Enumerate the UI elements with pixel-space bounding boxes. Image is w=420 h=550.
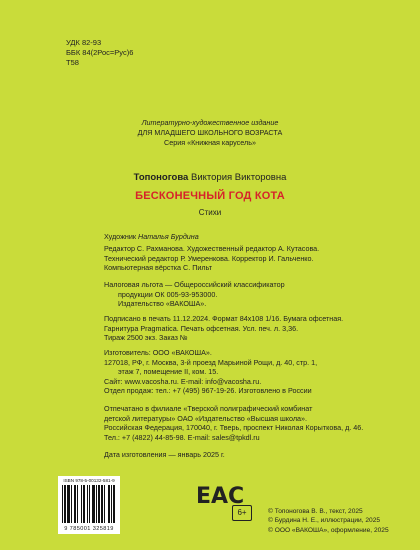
edition-type: Литературно-художественное издание xyxy=(141,118,279,127)
author-mark: Т58 xyxy=(66,58,79,67)
age-audience: ДЛЯ МЛАДШЕГО ШКОЛЬНОГО ВОЗРАСТА xyxy=(137,128,283,137)
print-line-1: Подписано в печать 11.12.2024. Формат 84х108 1/16. Бумага офсетная. xyxy=(104,314,344,323)
copyright-block xyxy=(268,507,389,535)
barcode-bar xyxy=(83,485,85,523)
barcode-bars xyxy=(62,485,116,523)
maker-line-5: Отдел продаж: тел.: +7 (495) 967-19-26. Изготовлено в России xyxy=(104,386,312,396)
isbn-number: 9 785001 325819 xyxy=(64,526,114,532)
printer-line-4: Тел.: +7 (4822) 44-85-98. E-mail: sales@tpkdl.ru xyxy=(104,432,260,442)
barcode-bar xyxy=(62,485,63,523)
barcode-bar xyxy=(67,485,70,523)
tax-line-2: продукции ОК 005-93-953000. xyxy=(118,289,218,299)
printer-line-2: детской литературы» ОАО «Издательство «Высшая школа». xyxy=(104,413,308,423)
isbn-barcode xyxy=(58,476,120,534)
barcode-bar xyxy=(74,485,76,523)
barcode-bar xyxy=(96,485,97,523)
copyright-line-1: © Топоногова В. В., текст, 2025 xyxy=(268,508,363,515)
printer-line-3: Российская Федерация, 170040, г. Тверь, проспект Николая Корыткова, д. 46. xyxy=(104,423,364,433)
print-line-3: Тираж 2500 экз. Заказ № xyxy=(104,333,188,343)
copyright-line-3: © ООО «ВАКОША», оформление, 2025 xyxy=(268,526,389,534)
eac-mark: EAC xyxy=(196,484,245,509)
production-date: Дата изготовления — январь 2025 г. xyxy=(104,450,225,459)
barcode-bar xyxy=(64,485,66,523)
barcode-bar xyxy=(98,485,100,523)
maker-block xyxy=(104,348,317,396)
barcode-bar xyxy=(71,485,72,523)
barcode-bar xyxy=(111,485,112,523)
illustrator-name: Наталья Бурдина xyxy=(138,232,199,241)
genre: Стихи xyxy=(198,208,222,217)
print-line-2: Гарнитура Pragmatica. Печать офсетная. Усл. печ. л. 3,36. xyxy=(104,323,299,333)
bbk-code: ББК 84(2Рос=Рус)6 xyxy=(66,48,134,57)
maker-line-4: Сайт: www.vacosha.ru. E-mail: info@vacosha.ru. xyxy=(104,376,262,386)
author-surname: Топоногова xyxy=(133,172,189,183)
age-rating-badge: 6+ xyxy=(232,505,252,521)
illustrator-line xyxy=(104,232,199,242)
print-block xyxy=(104,314,343,343)
udk-code: УДК 82-93 xyxy=(66,38,102,47)
tax-line-1: Налоговая льгота — Общероссийский классификатор xyxy=(104,280,285,289)
barcode-bar xyxy=(113,485,115,523)
author-line xyxy=(0,172,420,183)
barcode-bar xyxy=(77,485,78,523)
series-name: Серия «Книжная карусель» xyxy=(164,138,256,147)
book-title: БЕСКОНЕЧНЫЙ ГОД КОТА xyxy=(135,190,285,202)
barcode-bar xyxy=(81,485,82,523)
barcode-bar xyxy=(89,485,90,523)
barcode-bar xyxy=(101,485,103,523)
tax-block xyxy=(104,280,285,309)
maker-line-3: этаж 7, помещение II, ком. 15. xyxy=(118,367,219,377)
barcode-bar xyxy=(108,485,110,523)
barcode-bar xyxy=(92,485,95,523)
printer-block xyxy=(104,404,363,442)
udk-block xyxy=(66,38,133,68)
credits-block xyxy=(104,232,199,242)
staff-block xyxy=(104,244,319,273)
illustrator-label: Художник xyxy=(104,232,137,241)
printer-line-1: Отпечатано в филиале «Тверской полиграфический комбинат xyxy=(104,404,313,413)
barcode-bar xyxy=(104,485,105,523)
tech-editor-line: Технический редактор Р. Умеренкова. Корректор И. Гальченко. xyxy=(104,253,314,263)
layout-line: Компьютерная вёрстка С. Пильт xyxy=(104,263,213,273)
editors-line: Редактор С. Рахманова. Художественный редактор А. Кутасова. xyxy=(104,244,320,253)
maker-line-2: 127018, РФ, г. Москва, 3-й проезд Марьиной Рощи, д. 40, стр. 1, xyxy=(104,357,318,367)
barcode-bar xyxy=(87,485,88,523)
author-name: Виктория Викторовна xyxy=(190,172,287,183)
copyright-line-2: © Бурдина Н. Е., иллюстрации, 2025 xyxy=(268,517,381,525)
maker-line-1: Изготовитель: ООО «ВАКОША». xyxy=(104,348,212,357)
tax-line-3: Издательство «ВАКОША». xyxy=(118,299,207,309)
isbn-label: ISBN 978-5-00132-581-9 xyxy=(63,478,115,483)
